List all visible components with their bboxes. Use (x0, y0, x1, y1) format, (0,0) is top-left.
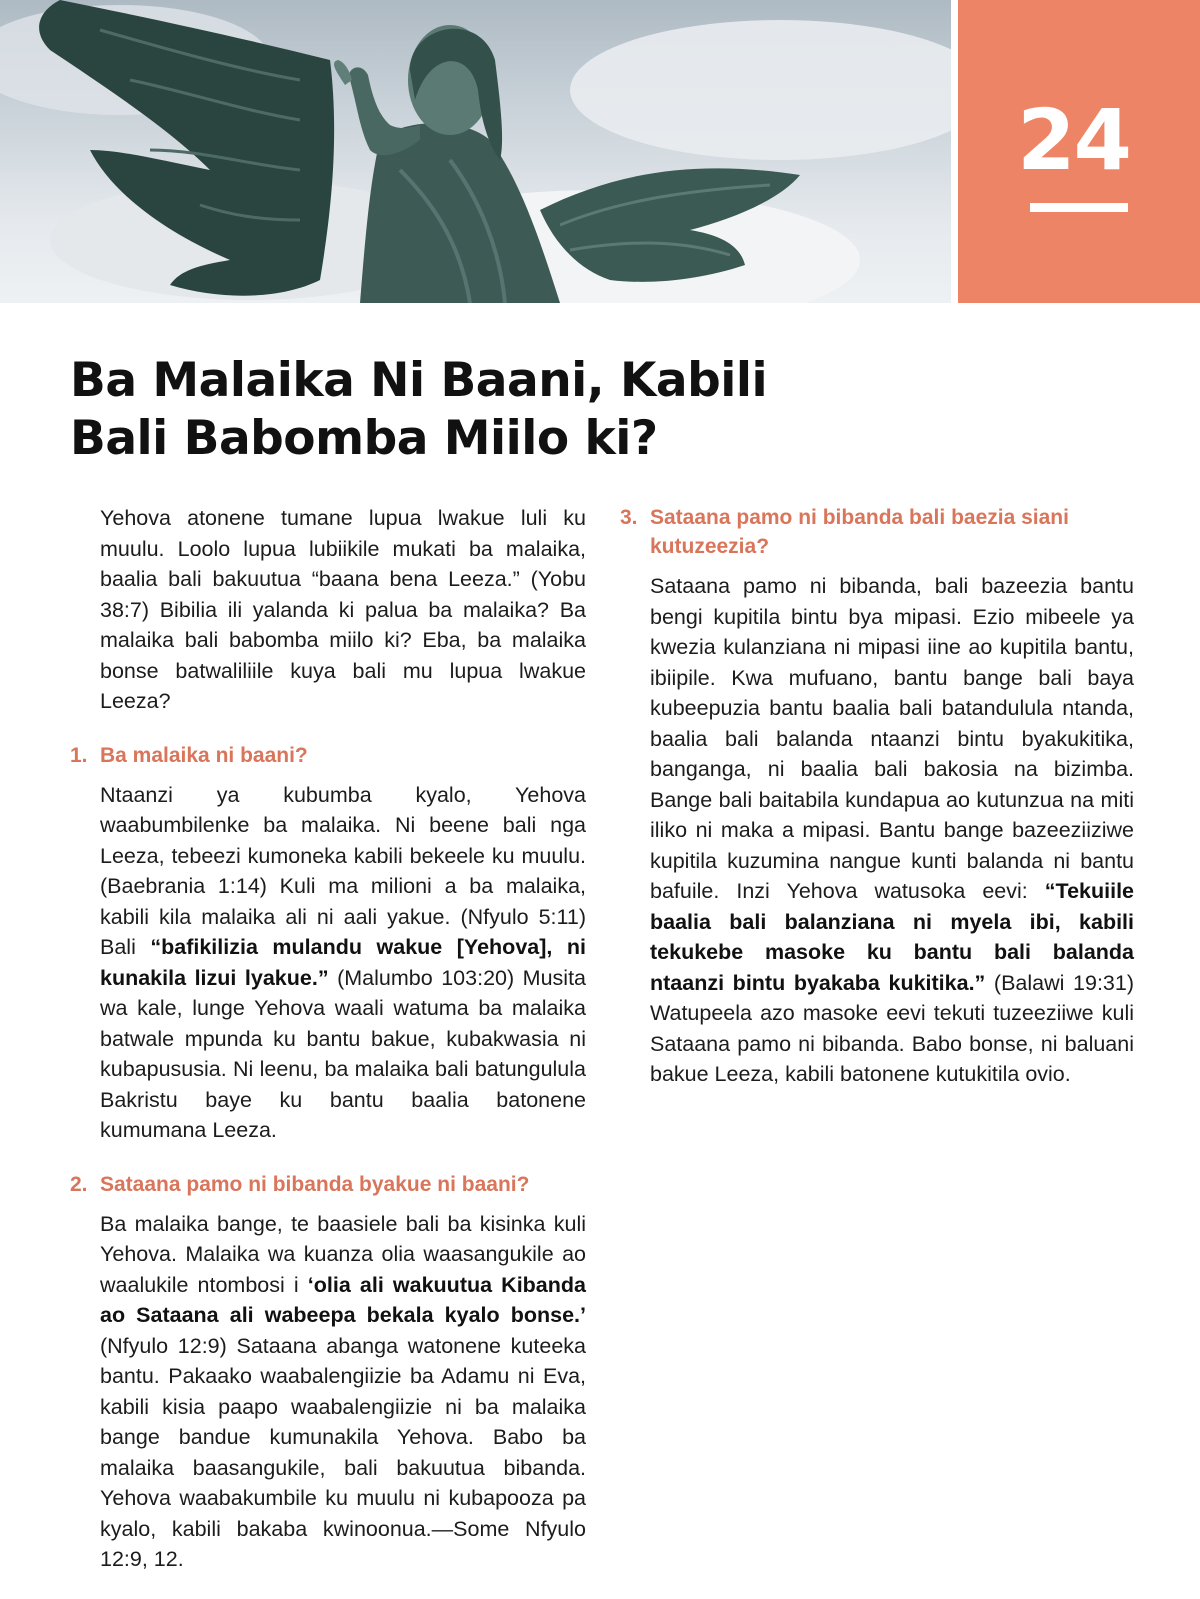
answer-2-text-b: (Nfyulo 12:9) Sataana abanga watonene kuteeka bantu. Pakaako waabalengiizie ba Adamu ni Eva, kabili kisia paapo waabalengiizie ni ba malaika bange bandue kumunakila Yehova. Babo ba malaika baasangukile, bali bakuutua bibanda. Yehova waabakumbile ku muulu ni kubapooza pa kyalo, kabili bakaba kwinoonua.—Some Nfyulo 12:9, 12. (100, 1333, 586, 1571)
question-1-number: 1. (70, 743, 88, 767)
question-2-number: 2. (70, 1172, 88, 1196)
question-2-heading (70, 1170, 586, 1199)
question-3-text: Sataana pamo ni bibanda bali baezia siani kutuzeezia? (650, 506, 1069, 558)
answer-3-quote: “Tekuiile baalia bali balanziana ni myela ibi, kabili tekukebe masoke ku bantu bali balanda ntaanzi bintu byakaba kukitika.” (650, 879, 1134, 995)
question-3-number: 3. (620, 506, 638, 529)
answer-2-quote: ‘olia ali wakuutua Kibanda ao Sataana ali wabeepa bekala kyalo bonse.’ (100, 1272, 586, 1327)
answer-3-paragraph (620, 571, 1134, 1090)
question-1-heading (70, 741, 586, 770)
column-right (620, 503, 1134, 1114)
answer-3-text-a: Sataana pamo ni bibanda, bali bazeezia bantu bengi kupitila bintu bya mipasi. Ezio mibeele ya kwezia kulanziana ni mipasi iine ao kupitila bantu, ibiipile. Kwa mufuano, bantu bange bali baya kubeepuzia bantu baalia bali batandulula ntanda, baalia bali balanda ntaanzi bintu byakukitika, banganga, ni baalia bali bakosia na bizimba. Bange bali baitabila kundapua ao kutunzua na miti iliko ni maka a mipasi. Bantu bange bazeeziiziwe kupitila kuzumina nangue kunti balanda ni bantu bafuile. Inzi Yehova watusoka eevi: (650, 574, 1134, 903)
angel-statue-image (0, 0, 951, 303)
answer-2-text-a: Ba malaika bange, te baasiele bali ba kisinka kuli Yehova. Malaika wa kuanza olia waasangukile ao waalukile ntombosi i (100, 1211, 586, 1297)
answer-1-paragraph (70, 780, 586, 1146)
question-2-text: Sataana pamo ni bibanda byakue ni baani? (100, 1172, 530, 1196)
answer-1-text-a: Ntaanzi ya kubumba kyalo, Yehova waabumbilenke ba malaika. Ni beene bali nga Leeza, tebeezi kumoneka kabili bekeele ku muulu. (Baebrania 1:14) Kuli ma milioni a ba malaika, kabili kila malaika ali ni aali yakue. (Nfyulo 5:11) Bali (100, 782, 586, 959)
question-3-heading (620, 503, 1134, 561)
page-title: Ba Malaika Ni Baani, Kabili Bali Babomba Miilo ki? (70, 353, 768, 466)
answer-3-text-b: (Balawi 19:31) Watupeela azo masoke eevi tekuti tuzeeziiwe kuli Sataana pamo ni bibanda. Babo bonse, ni baluani bakue Leeza, kabili batonene kutukitila ovio. (650, 970, 1134, 1086)
question-1-text: Ba malaika ni baani? (100, 743, 308, 767)
column-left (70, 503, 586, 1599)
answer-1-text-b: (Malumbo 103:20) Musita wa kale, lunge Yehova waali watuma ba malaika batwale mpunda ku bantu bakue, kubakwasia ni kubapususia. Ni leenu, ba malaika bali batungulula Bakristu baye ku bantu baalia batonene kumumana Leeza. (100, 965, 587, 1142)
chapter-number: 24 (1017, 91, 1130, 189)
answer-2-paragraph (70, 1209, 586, 1575)
answer-1-quote: “bafikilizia mulandu wakue [Yehova], ni kunakila lizui lyakue.” (100, 935, 586, 990)
chapter-badge (958, 0, 1200, 303)
chapter-underline (1030, 203, 1128, 212)
intro-paragraph: Yehova atonene tumane lupua lwakue luli ku muulu. Loolo lupua lubiikile mukati ba malaika, baalia bali bakuutua “baana bena Leeza.” (Yobu 38:7) Bibilia ili yalanda ki palua ba malaika? Ba malaika bali babomba miilo ki? Eba, ba malaika bonse batwaliliile kuya bali mu lupua lwakue Leeza? (100, 506, 586, 713)
hero-photo (0, 0, 951, 303)
